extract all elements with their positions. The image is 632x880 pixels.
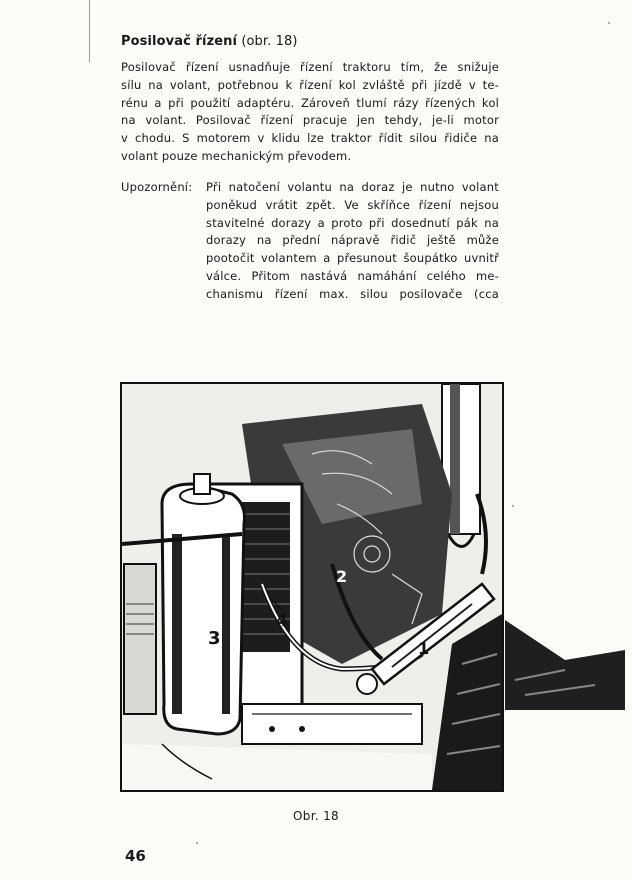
page-margin-rule: [89, 0, 90, 62]
paragraph-line: sílu na volant, potřebnou k řízení kol zvláště při jízdě v te-: [121, 77, 499, 92]
note-line: Při natočení volantu na doraz je nutno volant: [206, 180, 499, 194]
note-line: pootočit volantem a přesunout šoupátko uvnitř: [206, 251, 499, 266]
note-line: poněkud vrátit zpět. Ve skříňce řízení nejsou: [206, 197, 499, 212]
section-heading: [121, 34, 298, 49]
paragraph-line: v chodu. S motorem v klidu lze traktor řídit silou řidiče na: [121, 131, 499, 146]
figure-tractor-steering: [120, 382, 504, 792]
engine-illustration: [122, 384, 502, 790]
figure-caption: Obr. 18: [293, 809, 339, 823]
paragraph-line: rénu a při použití adaptéru. Zároveň tlumí rázy řízených kol: [121, 95, 499, 110]
paragraph-line: volant pouze mechanickým převodem.: [121, 148, 352, 163]
label-1: 1: [418, 639, 430, 658]
body-paragraph: [121, 59, 499, 166]
page-number: 46: [125, 847, 146, 865]
note-line: chanismu řízení max. silou posilovače (cca: [206, 286, 499, 301]
section-figure-reference: (obr. 18): [241, 34, 298, 49]
label-2: 2: [336, 567, 348, 586]
label-4: 4: [276, 611, 288, 631]
paragraph-line: Posilovač řízení usnadňuje řízení traktoru tím, že snižuje: [121, 60, 499, 74]
note-line: válce. Přitom nastává namáhání celého me-: [206, 268, 499, 283]
note-line: stavitelné dorazy a proto při dosednutí pák na: [206, 215, 499, 230]
scan-speck: [512, 505, 514, 507]
scan-speck: [196, 842, 198, 844]
label-3: 3: [208, 628, 221, 649]
paragraph-line: na volant. Posilovač řízení pracuje jen tehdy, je-li motor: [121, 113, 499, 128]
note-line: dorazy na přední nápravě řidič ještě může: [206, 233, 499, 248]
margin-tire-fragment: [505, 610, 625, 710]
scan-speck: [608, 22, 610, 24]
section-title: Posilovač řízení: [121, 34, 238, 49]
note-label: Upozornění:: [121, 180, 193, 194]
note-text: [206, 179, 499, 304]
